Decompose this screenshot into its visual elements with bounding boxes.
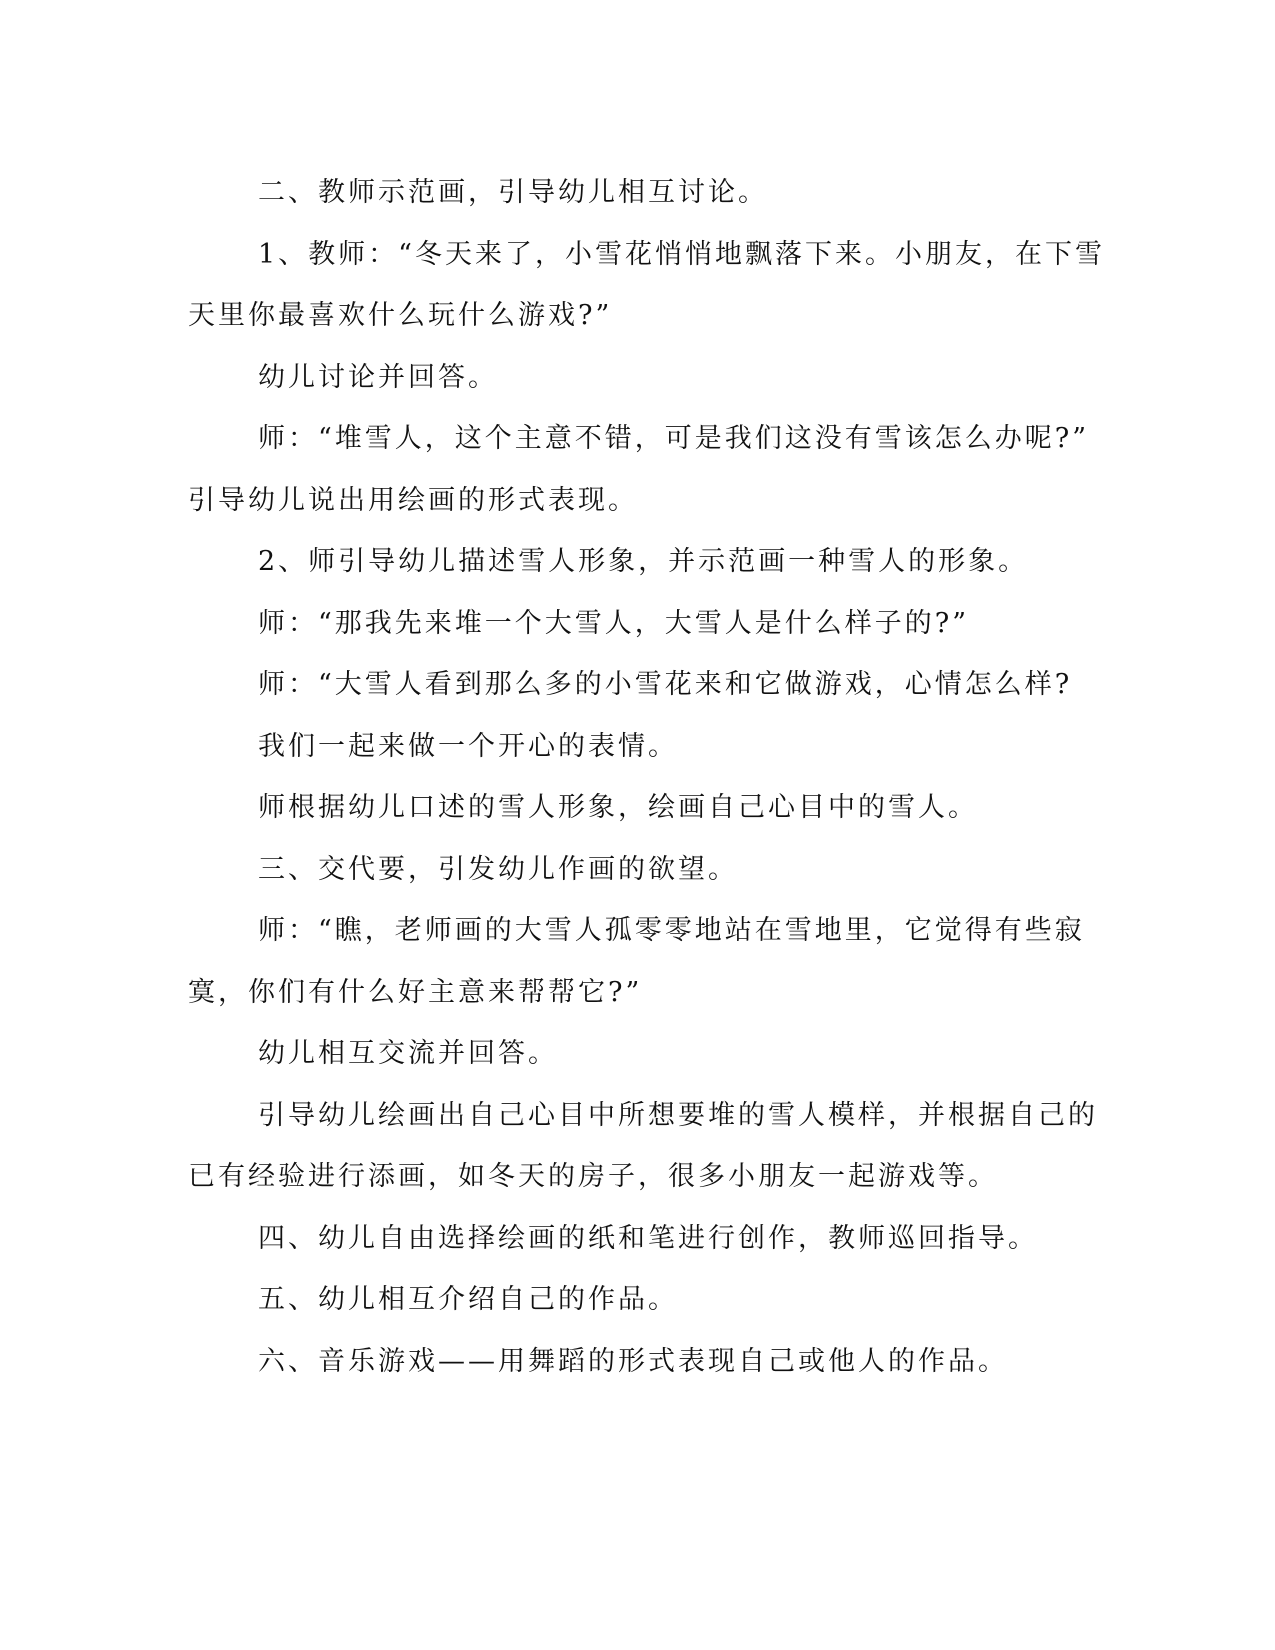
text-line: 三、交代要，引发幼儿作画的欲望。 bbox=[258, 853, 738, 885]
text-line: 四、幼儿自由选择绘画的纸和笔进行创作，教师巡回指导。 bbox=[258, 1222, 1038, 1254]
text-line: 六、音乐游戏——用舞蹈的形式表现自己或他人的作品。 bbox=[258, 1345, 1008, 1377]
text-line: 已有经验进行添画，如冬天的房子，很多小朋友一起游戏等。 bbox=[188, 1161, 998, 1192]
text-line: 引导幼儿说出用绘画的形式表现。 bbox=[188, 484, 638, 516]
text-line: 二、教师示范画，引导幼儿相互讨论。 bbox=[258, 177, 768, 208]
text-line: 1、教师：“冬天来了，小雪花悄悄地飘落下来。小朋友，在下雪 bbox=[258, 238, 1105, 270]
text-line: 2、师引导幼儿描述雪人形象，并示范画一种雪人的形象。 bbox=[258, 546, 1029, 577]
paragraph bbox=[188, 1331, 1068, 1393]
text-line: 幼儿相互交流并回答。 bbox=[258, 1038, 558, 1069]
paragraph bbox=[188, 1085, 1098, 1208]
text-line: 我们一起来做一个开心的表情。 bbox=[258, 730, 678, 762]
paragraph bbox=[188, 654, 1073, 716]
text-line: 师：“那我先来堆一个大雪人，大雪人是什么样子的?” bbox=[258, 607, 970, 639]
text-line: 师：“瞧，老师画的大雪人孤零零地站在雪地里，它觉得有些寂 bbox=[258, 915, 1085, 946]
paragraph bbox=[188, 839, 1068, 901]
text-line: 五、幼儿相互介绍自己的作品。 bbox=[258, 1284, 678, 1315]
paragraph bbox=[188, 408, 1090, 531]
paragraph bbox=[188, 1023, 1068, 1085]
text-line: 师：“堆雪人，这个主意不错，可是我们这没有雪该怎么办呢?” bbox=[258, 423, 1090, 454]
text-line: 引导幼儿绘画出自己心目中所想要堆的雪人模样，并根据自己的 bbox=[258, 1099, 1098, 1131]
paragraph bbox=[188, 1208, 1068, 1270]
document-body bbox=[188, 162, 1105, 1392]
paragraph bbox=[188, 777, 1068, 839]
text-line: 天里你最喜欢什么玩什么游戏?” bbox=[188, 300, 613, 331]
paragraph bbox=[188, 593, 1068, 655]
paragraph bbox=[188, 1269, 1068, 1331]
text-line: 幼儿讨论并回答。 bbox=[258, 361, 498, 393]
paragraph bbox=[188, 162, 1068, 224]
text-line: 师：“大雪人看到那么多的小雪花来和它做游戏，心情怎么样? bbox=[258, 669, 1073, 700]
paragraph bbox=[188, 224, 1105, 347]
paragraph bbox=[188, 900, 1085, 1023]
paragraph bbox=[188, 531, 1068, 593]
paragraph bbox=[188, 347, 1068, 409]
text-line: 寞，你们有什么好主意来帮帮它?” bbox=[188, 976, 643, 1008]
paragraph bbox=[188, 716, 1068, 778]
text-line: 师根据幼儿口述的雪人形象，绘画自己心目中的雪人。 bbox=[258, 792, 978, 823]
